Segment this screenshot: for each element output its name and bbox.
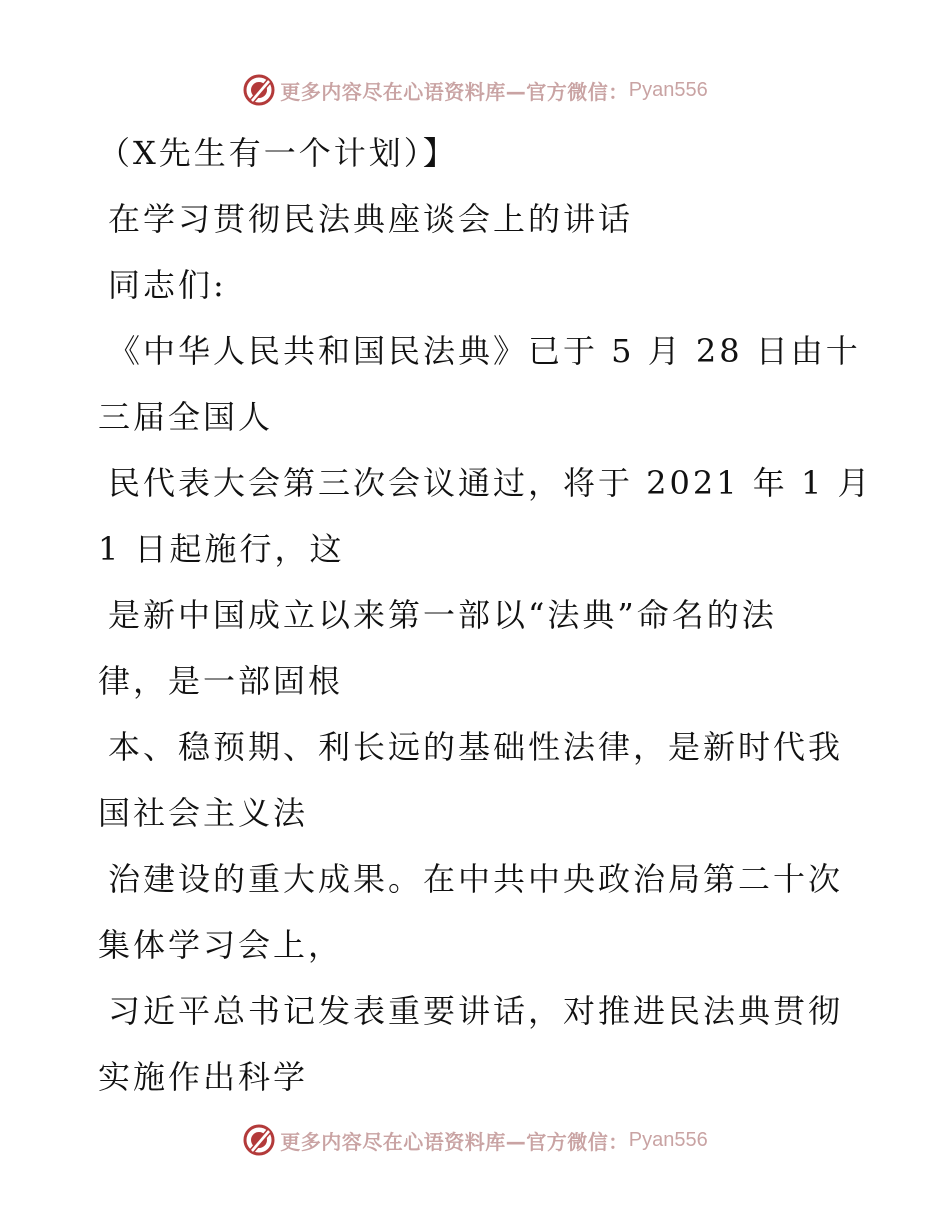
footer-watermark: [0, 1120, 950, 1160]
document-body: [98, 120, 873, 1110]
text-line: 集体学习会上，: [98, 926, 344, 964]
text-line: 三届全国人: [98, 398, 274, 436]
watermark-wechat-id: Pyan556: [628, 1128, 708, 1151]
header-watermark: [0, 70, 950, 110]
text-line: 习近平总书记发表重要讲话，对推进民法典贯彻: [108, 992, 844, 1030]
watermark-wechat-id: Pyan556: [628, 78, 708, 101]
text-line: 1 日起施行，这: [98, 530, 345, 568]
speech-title: 在学习贯彻民法典座谈会上的讲话: [108, 200, 634, 238]
text-line: 律，是一部固根: [98, 662, 344, 700]
text-line: 《中华人民共和国民法典》已于 5 月 28 日由十: [108, 332, 861, 370]
pen-seal-logo-icon: [242, 1123, 276, 1157]
text-line: 民代表大会第三次会议通过，将于 2021 年 1 月: [108, 464, 873, 502]
text-line: 国社会主义法: [98, 794, 309, 832]
text-line: 本、稳预期、利长远的基础性法律，是新时代我: [108, 728, 844, 766]
text-line: 治建设的重大成果。在中共中央政治局第二十次: [108, 860, 844, 898]
text-line: （X先生有一个计划）】: [98, 134, 458, 172]
text-line: 是新中国成立以来第一部以“法典”命名的法: [108, 596, 777, 634]
watermark-text: 更多内容尽在心语资料库—官方微信：: [280, 79, 629, 104]
salutation: 同志们:: [108, 266, 227, 304]
pen-seal-logo-icon: [242, 73, 276, 107]
watermark-text: 更多内容尽在心语资料库—官方微信：: [280, 1129, 629, 1154]
text-line: 实施作出科学: [98, 1058, 309, 1096]
